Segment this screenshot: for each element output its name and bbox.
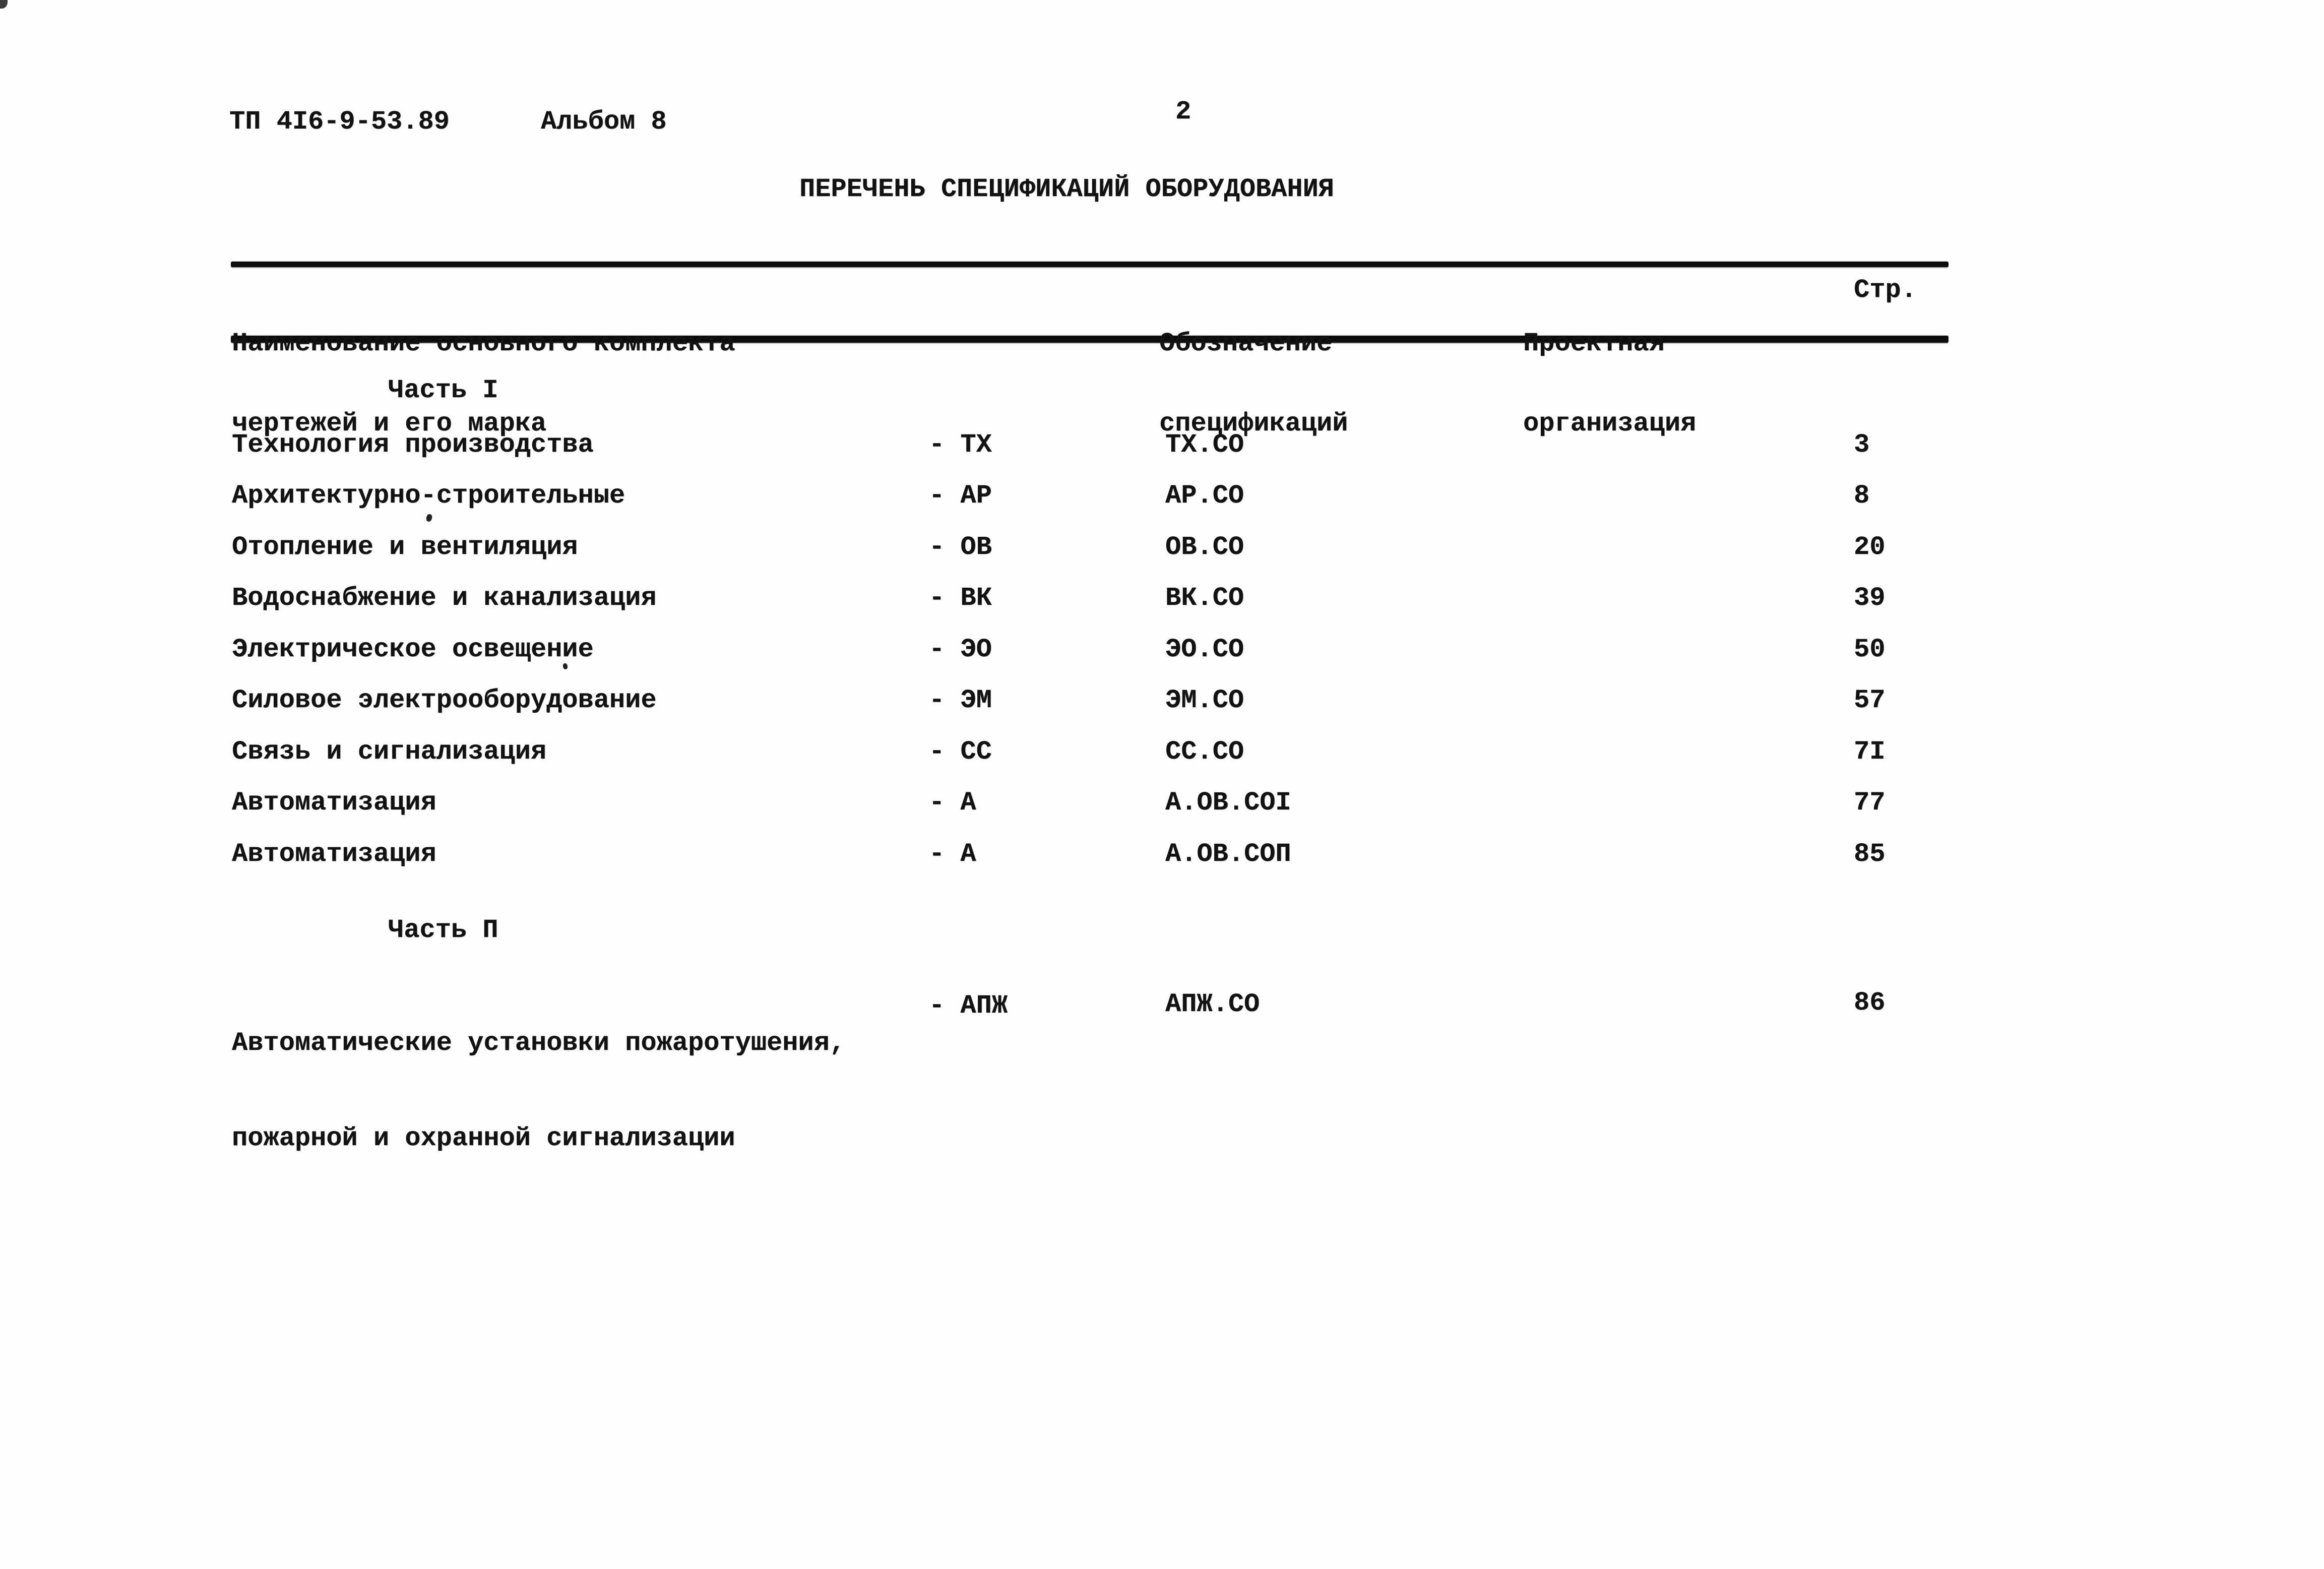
row-designation: АПЖ.СО bbox=[1165, 989, 1260, 1019]
column-header-organization-line1: Проектная bbox=[1523, 329, 1665, 358]
row-designation: АР.СО bbox=[1165, 481, 1244, 511]
row-name: Отопление и вентиляция bbox=[232, 532, 578, 562]
row-mark: - ОВ bbox=[929, 532, 992, 562]
row-designation: А.ОВ.СОI bbox=[1165, 788, 1291, 818]
column-header-designation-line1: Обозначение bbox=[1159, 329, 1333, 358]
row-name: Связь и сигнализация bbox=[232, 737, 547, 767]
row-page: 85 bbox=[1854, 839, 1886, 869]
row-page: 50 bbox=[1854, 635, 1886, 664]
row-mark: - СС bbox=[929, 737, 992, 767]
row-designation: ЭО.СО bbox=[1165, 635, 1244, 664]
section-label: Часть П bbox=[388, 915, 498, 945]
row-page: 86 bbox=[1854, 988, 1886, 1018]
album-label: Альбом 8 bbox=[541, 107, 667, 137]
row-mark: - А bbox=[929, 839, 976, 869]
table-top-rule bbox=[231, 262, 1949, 267]
scan-artifact-corner bbox=[0, 0, 8, 9]
row-mark: - А bbox=[929, 788, 976, 818]
column-header-page: Стр. bbox=[1854, 275, 1917, 305]
row-name: Автоматизация bbox=[232, 788, 436, 818]
column-header-name-line2: чертежей и его марка bbox=[232, 409, 547, 438]
row-name bbox=[232, 964, 845, 1186]
row-page: 57 bbox=[1854, 685, 1886, 715]
row-designation: ЭМ.СО bbox=[1165, 685, 1244, 715]
row-name: Автоматизация bbox=[232, 839, 436, 869]
row-mark: - АР bbox=[929, 481, 992, 511]
column-header-organization-line2: организация bbox=[1523, 409, 1697, 438]
page-title: ПЕРЕЧЕНЬ СПЕЦИФИКАЦИЙ ОБОРУДОВАНИЯ bbox=[799, 174, 1334, 204]
column-header-designation-line2: спецификаций bbox=[1159, 409, 1348, 438]
row-mark: - ТХ bbox=[929, 430, 992, 460]
row-designation: ТХ.СО bbox=[1165, 430, 1244, 460]
row-designation: А.ОВ.СОП bbox=[1165, 839, 1291, 869]
row-name-line2: пожарной и охранной сигнализации bbox=[232, 1123, 735, 1153]
row-designation: ОВ.СО bbox=[1165, 532, 1244, 562]
page-number: 2 bbox=[1175, 97, 1191, 127]
scan-artifact-speck bbox=[425, 514, 432, 522]
row-page: 7I bbox=[1854, 737, 1886, 767]
column-header-organization bbox=[1523, 277, 1696, 464]
row-designation: ВК.СО bbox=[1165, 583, 1244, 613]
row-name: Технология производства bbox=[232, 430, 594, 460]
row-designation: СС.СО bbox=[1165, 737, 1244, 767]
row-name: Силовое электрооборудование bbox=[232, 685, 657, 715]
row-mark: - АПЖ bbox=[929, 991, 1008, 1021]
row-name: Архитектурно-строительные bbox=[232, 481, 625, 511]
row-name-line1: Автоматические установки пожаротушения, bbox=[232, 1028, 845, 1058]
column-header-name-line1: Наименование основного комплекта bbox=[232, 329, 735, 358]
row-mark: - ЭМ bbox=[929, 685, 992, 715]
row-page: 3 bbox=[1854, 430, 1870, 460]
row-mark: - ВК bbox=[929, 583, 992, 613]
section-label: Часть I bbox=[388, 375, 498, 405]
row-name: Электрическое освещение bbox=[232, 635, 594, 664]
row-page: 20 bbox=[1854, 532, 1886, 562]
row-name: Водоснабжение и канализация bbox=[232, 583, 657, 613]
row-page: 8 bbox=[1854, 481, 1870, 511]
row-page: 39 bbox=[1854, 583, 1886, 613]
row-page: 77 bbox=[1854, 788, 1886, 818]
row-mark: - ЭО bbox=[929, 635, 992, 664]
doc-code: ТП 4I6-9-53.89 bbox=[229, 107, 450, 137]
